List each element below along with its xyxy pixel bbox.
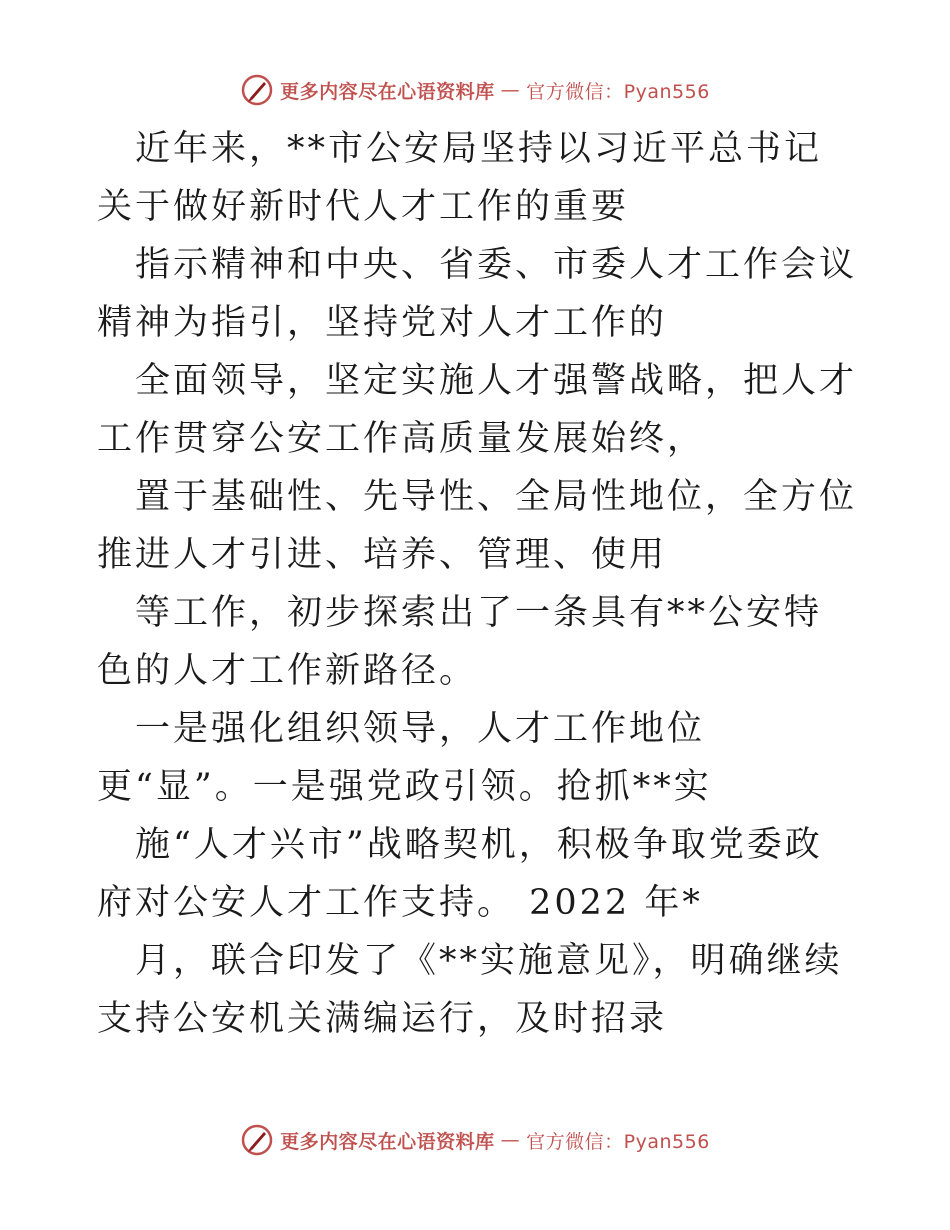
paragraph-2: 指示精神和中央、省委、市委人才工作会议精神为指引，坚持党对人才工作的 [97, 245, 858, 343]
banner-brand-text: 更多内容尽在心语资料库 [280, 1130, 495, 1153]
paragraph-7: 施“人才兴市”战略契机，积极争取党委政府对公安人才工作支持。 2022 年* [97, 825, 823, 923]
paragraph-3: 全面领导，坚定实施人才强警战略，把人才工作贯穿公安工作高质量发展始终， [97, 361, 858, 459]
paragraph-5: 等工作，初步探索出了一条具有**公安特色的人才工作新路径。 [97, 593, 823, 691]
banner-separator: — [500, 1129, 521, 1151]
header-banner [0, 70, 950, 110]
quill-pen-circle-icon [240, 73, 274, 107]
banner-wechat-text: 官方微信：Pyan556 [526, 1130, 710, 1153]
banner-wechat-text: 官方微信：Pyan556 [526, 80, 710, 103]
document-body [97, 120, 857, 1048]
paragraph-1: 近年来，**市公安局坚持以习近平总书记关于做好新时代人才工作的重要 [97, 129, 823, 227]
paragraph-8: 月，联合印发了《**实施意见》，明确继续支持公安机关满编运行，及时招录 [97, 941, 843, 1039]
paragraph-4: 置于基础性、先导性、全局性地位，全方位推进人才引进、培养、管理、使用 [97, 477, 858, 575]
quill-pen-circle-icon [240, 1123, 274, 1157]
banner-separator: — [500, 79, 521, 101]
footer-banner [0, 1120, 950, 1160]
banner-brand-text: 更多内容尽在心语资料库 [280, 80, 495, 103]
paragraph-6: 一是强化组织领导，人才工作地位更“显”。一是强党政引领。抢抓**实 [97, 709, 712, 807]
